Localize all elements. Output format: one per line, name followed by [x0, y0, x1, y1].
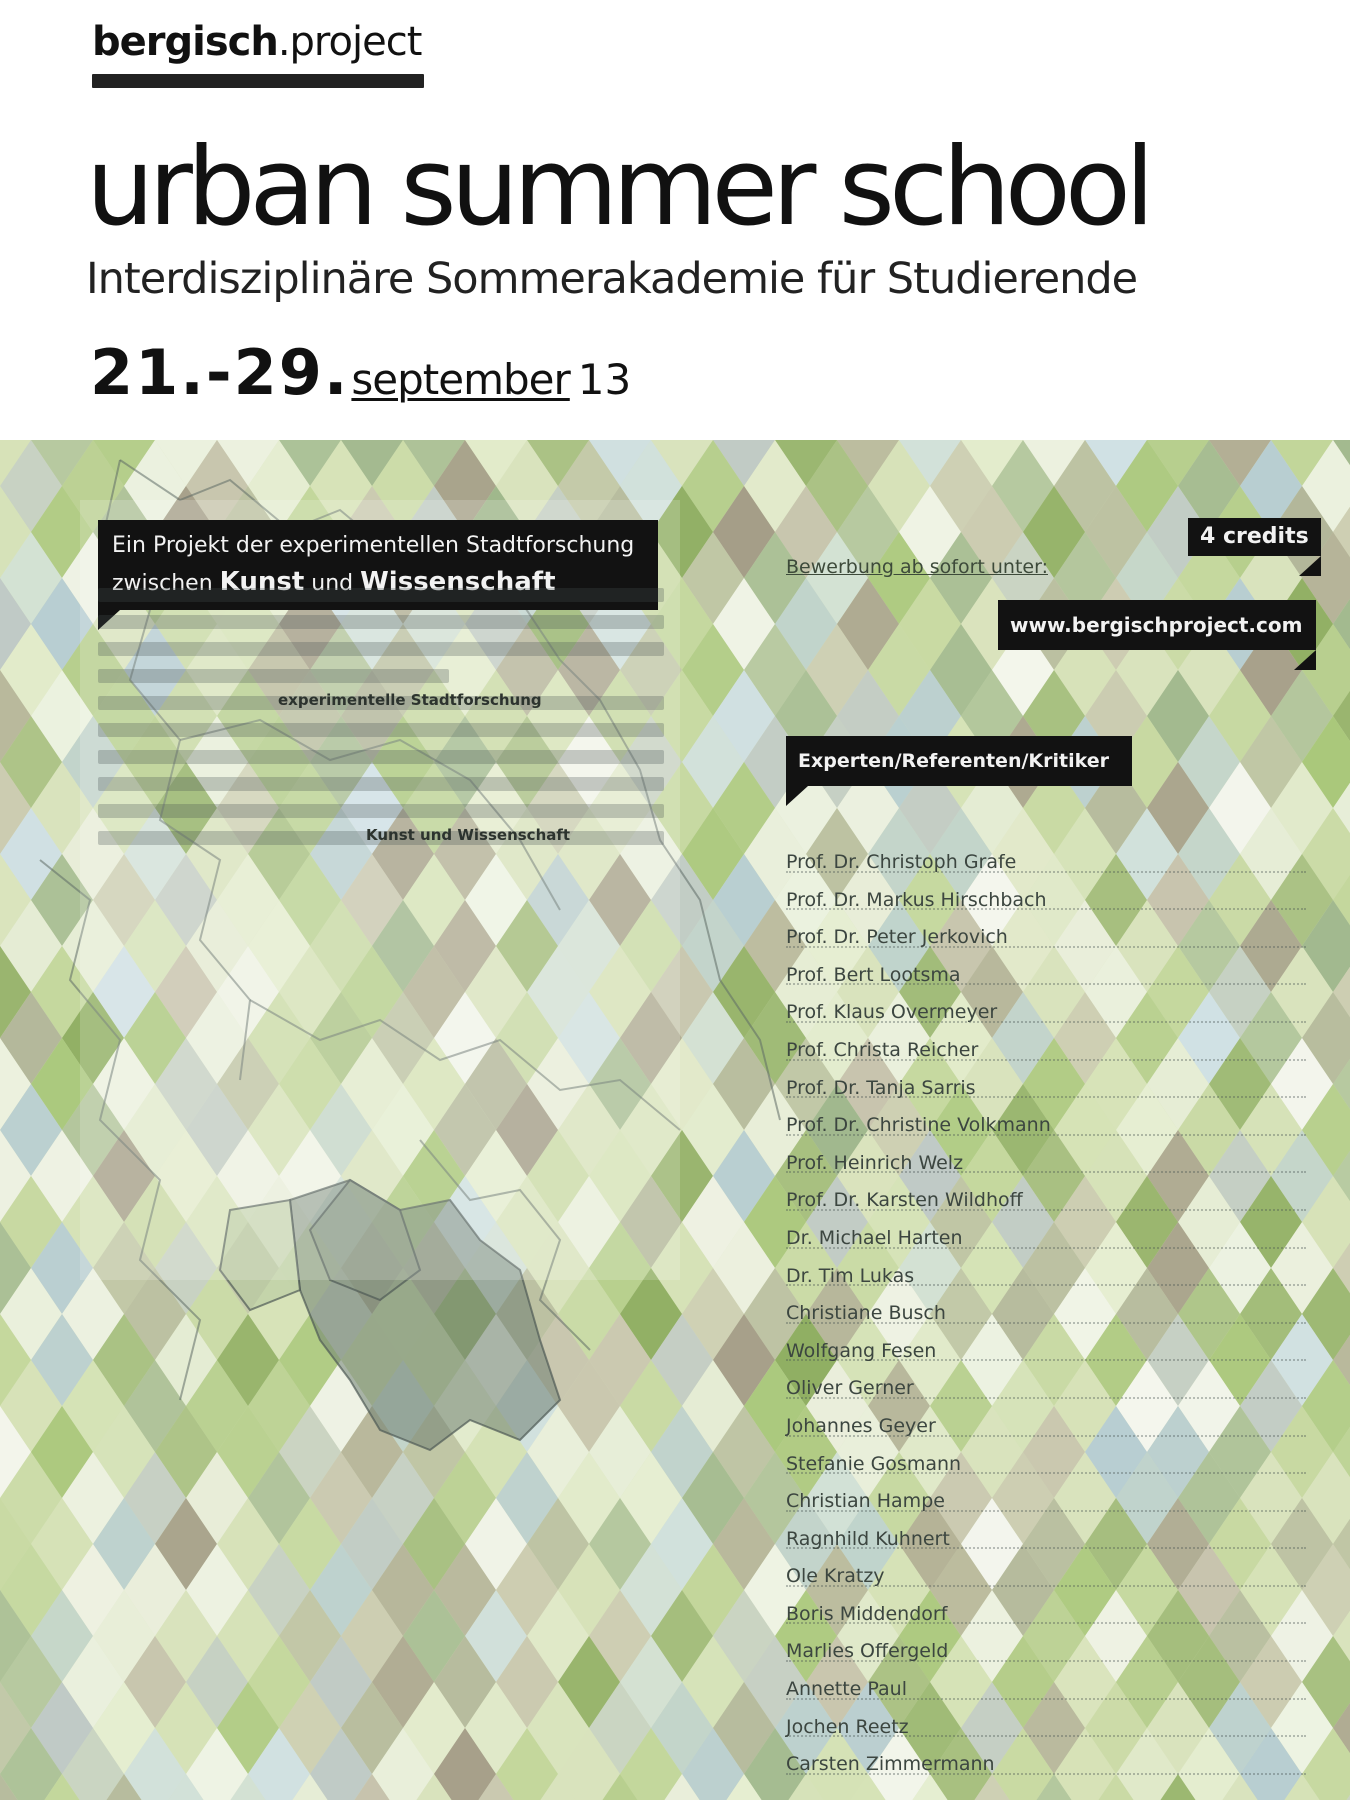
- expert-name: Prof. Heinrich Welz: [786, 1151, 964, 1174]
- expert-item: [786, 994, 1306, 1032]
- body-line: [98, 777, 664, 791]
- expert-item: [786, 1446, 1306, 1484]
- logo: [92, 18, 424, 88]
- page-title: urban summer school: [86, 128, 1149, 248]
- intro-between: zwischen: [112, 571, 213, 596]
- body-line: [98, 642, 664, 656]
- expert-name: Prof. Christa Reicher: [786, 1038, 979, 1061]
- expert-name: Boris Middendorf: [786, 1602, 948, 1625]
- expert-name: Dr. Michael Harten: [786, 1226, 963, 1249]
- body-line: [98, 723, 664, 737]
- page-subtitle: Interdisziplinäre Sommerakademie für Studierende: [86, 254, 1138, 304]
- expert-item: [786, 1483, 1306, 1521]
- expert-item: [786, 1370, 1306, 1408]
- body-highlight-research: experimentelle Stadtforschung: [278, 691, 542, 709]
- website-link[interactable]: www.bergischproject.com: [998, 600, 1316, 650]
- expert-name: Ole Kratzy: [786, 1565, 885, 1588]
- expert-name: Johannes Geyer: [786, 1414, 936, 1437]
- intro-body-text: [98, 580, 664, 858]
- expert-name: Oliver Gerner: [786, 1377, 914, 1400]
- intro-science: Wissenschaft: [360, 567, 556, 597]
- body-line: [98, 750, 664, 764]
- expert-name: Marlies Offergeld: [786, 1640, 949, 1663]
- expert-item: [786, 1145, 1306, 1183]
- mosaic-background: [0, 440, 1350, 1800]
- body-line: [98, 826, 664, 845]
- expert-name: Prof. Dr. Markus Hirschbach: [786, 888, 1047, 911]
- expert-item: [786, 1295, 1306, 1333]
- experts-list: [786, 844, 1306, 1784]
- expert-item: [786, 882, 1306, 920]
- expert-name: Prof. Dr. Peter Jerkovich: [786, 926, 1008, 949]
- experts-heading: Experten/Referenten/Kritiker: [786, 736, 1132, 786]
- intro-and: und: [311, 571, 354, 596]
- expert-item: [786, 1032, 1306, 1070]
- date-year: 13: [577, 355, 632, 404]
- expert-name: Prof. Klaus Overmeyer: [786, 1001, 998, 1024]
- expert-name: Prof. Dr. Tanja Sarris: [786, 1076, 976, 1099]
- expert-item: [786, 1333, 1306, 1371]
- expert-item: [786, 1596, 1306, 1634]
- expert-item: [786, 1220, 1306, 1258]
- expert-name: Prof. Bert Lootsma: [786, 963, 961, 986]
- expert-name: Jochen Reetz: [786, 1715, 909, 1738]
- expert-name: Prof. Dr. Karsten Wildhoff: [786, 1189, 1023, 1212]
- event-date: [90, 333, 631, 413]
- logo-underline-bar: [92, 74, 424, 88]
- expert-item: [786, 1709, 1306, 1747]
- expert-name: Stefanie Gosmann: [786, 1452, 962, 1475]
- intro-line-1: Ein Projekt der experimentellen Stadtforschung: [112, 533, 635, 558]
- body-highlight-art-science: Kunst und Wissenschaft: [366, 826, 571, 844]
- body-line: [98, 691, 664, 710]
- expert-item: [786, 919, 1306, 957]
- expert-name: Prof. Dr. Christine Volkmann: [786, 1114, 1051, 1137]
- expert-item: [786, 957, 1306, 995]
- expert-item: [786, 1408, 1306, 1446]
- expert-name: Annette Paul: [786, 1678, 907, 1701]
- logo-text: [92, 18, 424, 66]
- body-line: [98, 669, 449, 683]
- expert-item: [786, 1671, 1306, 1709]
- expert-item: [786, 844, 1306, 882]
- expert-name: Dr. Tim Lukas: [786, 1264, 915, 1287]
- expert-name: Ragnhild Kuhnert: [786, 1527, 950, 1550]
- apply-label: Bewerbung ab sofort unter:: [786, 556, 1048, 578]
- expert-name: Christian Hampe: [786, 1490, 945, 1513]
- expert-name: Wolfgang Fesen: [786, 1339, 937, 1362]
- expert-item: [786, 1521, 1306, 1559]
- expert-item: [786, 1258, 1306, 1296]
- expert-item: [786, 1182, 1306, 1220]
- expert-item: [786, 1746, 1306, 1784]
- expert-item: [786, 1107, 1306, 1145]
- expert-name: Carsten Zimmermann: [786, 1753, 995, 1776]
- expert-item: [786, 1633, 1306, 1671]
- expert-item: [786, 1558, 1306, 1596]
- credits-badge: 4 credits: [1188, 518, 1321, 556]
- logo-brand-light: .project: [277, 19, 422, 65]
- body-line: [98, 588, 664, 602]
- expert-name: Prof. Dr. Christoph Grafe: [786, 851, 1017, 873]
- body-line: [98, 804, 664, 818]
- intro-art: Kunst: [219, 567, 305, 597]
- expert-item: [786, 1070, 1306, 1108]
- logo-brand-bold: bergisch: [92, 19, 278, 65]
- date-month: september: [351, 355, 570, 404]
- body-line: [98, 615, 664, 629]
- date-days: 21.-29.: [90, 336, 350, 409]
- expert-name: Christiane Busch: [786, 1302, 946, 1325]
